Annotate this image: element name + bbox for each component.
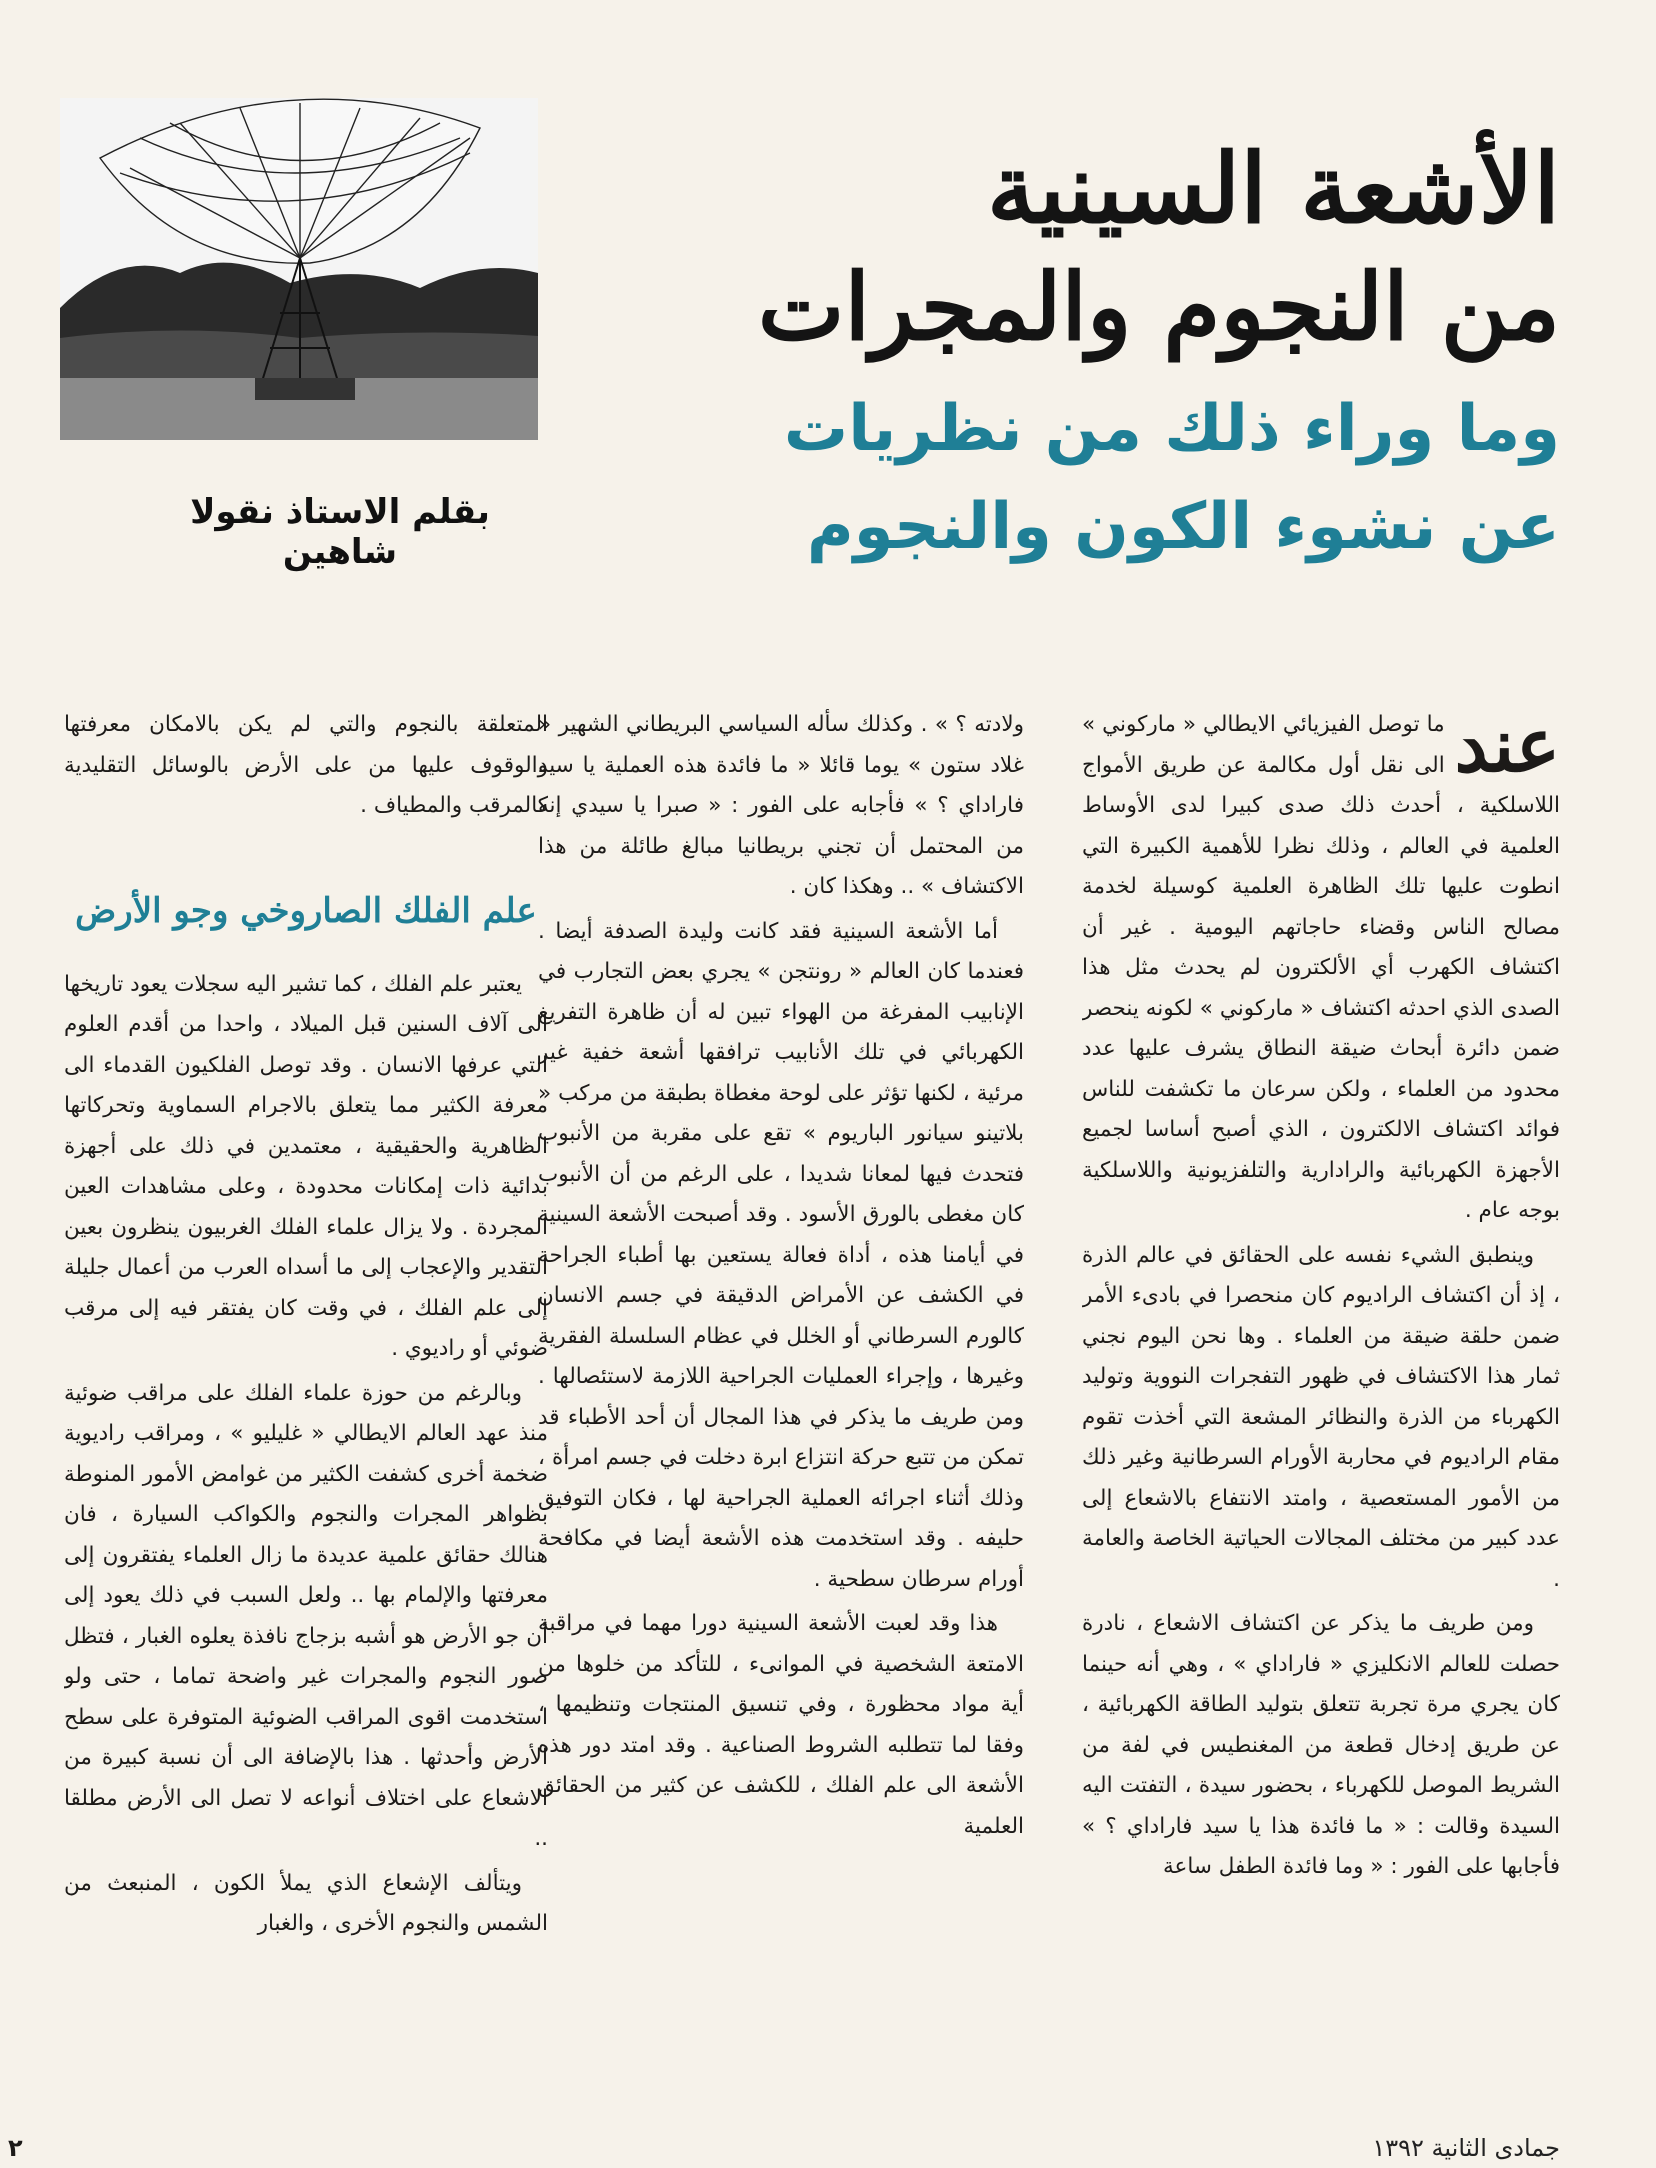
issue-date: جمادى الثانية ١٣٩٢ — [1372, 2134, 1560, 2162]
radio-telescope-photo — [60, 98, 538, 440]
paragraph: يعتبر علم الفلك ، كما تشير اليه سجلات يعود تاريخها الى آلاف السنين قبل الميلاد ، واحدا من أقدم العلوم التي عرفها الانسان . وقد توصل الفلكيون القدماء الى معرفة الكثير مما يتعلق بالاجرام السماوية وتحركاتها الظاهرية والحقيقية ، معتمدين في ذلك على أجهزة بدائية ذات إمكانات محدودة ، وعلى مشاهدات العين المجردة . ولا يزال علماء الفلك الغربيون ينظرون بعين التقدير والإعجاب إلى ما أسداه العرب من أعمال جليلة إلى علم الفلك ، في وقت كان يفتقر فيه إلى مرقب ضوئي أو راديوي . — [64, 971, 548, 1361]
paragraph: وينطبق الشيء نفسه على الحقائق في عالم الذرة ، إذ أن اكتشاف الراديوم كان منحصرا في بادىء الأمر ضمن حلقة ضيقة من العلماء . وها نحن اليوم نجني ثمار هذا الاكتشاف في ظهور التفجرات النووية وتوليد الكهرباء من الذرة والنظائر المشعة التي أخذت تقوم مقام الراديوم في محاربة الأورام السرطانية وغير ذلك من الأمور المستعصية ، وامتد الانتفاع بالاشعاع إلى عدد كبير من مختلف المجالات الحياتية الخاصة والعامة . — [1082, 1242, 1560, 1592]
subtitle-line-1: وما وراء ذلك من نظريات — [783, 392, 1560, 466]
paragraph: أما الأشعة السينية فقد كانت وليدة الصدفة أيضا . فعندما كان العالم « رونتجن » يجري بعض التجارب في الإنابيب المفرغة من الهواء تبين له أن ظاهرة التفريغ الكهربائي في تلك الأنابيب ترافقها أشعة خفية غير مرئية ، لكنها تؤثر على لوحة مغطاة بطبقة من مركب « بلاتينو سيانور الباريوم » تقع على مقربة من الأنبوب فتحدث فيها لمعانا شديدا ، على الرغم من أن الأنبوب كان مغطى بالورق الأسود . وقد أصبحت الأشعة السينية في أيامنا هذه ، أداة فعالة يستعين بها أطباء الجراحة في الكشف عن الأمراض الدقيقة في جسم الانسان كالورم السرطاني أو الخلل في عظام السلسلة الفقرية وغيرها ، وإجراء العمليات الجراحية اللازمة لاستئصالها . ومن طريف ما يذكر في هذا المجال أن أحد الأطباء قد تمكن من تتبع حركة انتزاع ابرة دخلت في جسم امرأة ، وذلك أثناء اجرائه العملية الجراحية لها ، فكان التوفيق حليفه . وقد استخدمت هذه الأشعة أيضا في مكافحة أورام سرطان سطحية . — [538, 918, 1024, 1592]
paragraph: المتعلقة بالنجوم والتي لم يكن بالامكان معرفتها والوقوف عليها من على الأرض بالوسائل التقليدية كالمرقب والمطياف . — [64, 712, 548, 818]
author-byline: بقلم الاستاذ نقولا شاهين — [190, 492, 490, 572]
subtitle-line-2: عن نشوء الكون والنجوم — [806, 490, 1560, 564]
article-subtitle — [560, 380, 1560, 576]
paragraph: وبالرغم من حوزة علماء الفلك على مراقب ضوئية منذ عهد العالم الايطالي « غليليو » ، ومراقب راديوية ضخمة أخرى كشفت الكثير من غوامض الأمور المنوطة بظواهر المجرات والنجوم والكواكب السيارة ، فان هنالك حقائق علمية عديدة ما زال العلماء يفتقرون إلى معرفتها والإلمام بها .. ولعل السبب في ذلك يعود إلى أن جو الأرض هو أشبه بزجاج نافذة يعلوه الغبار ، فتظل صور النجوم والمجرات غير واضحة تماما ، حتى ولو استخدمت اقوى المراقب الضوئية المتوفرة على سطح الأرض وأحدثها . هذا بالإضافة الى أن نسبة كبيرة من الاشعاع على اختلاف أنواعه لا تصل الى الأرض مطلقا .. — [64, 1380, 548, 1851]
column-right — [1082, 705, 1560, 2115]
article-title — [560, 130, 1560, 366]
radio-telescope-icon — [60, 98, 538, 440]
title-line-2: من النجوم والمجرات — [757, 253, 1560, 361]
paragraph: هذا وقد لعبت الأشعة السينية دورا مهما في مراقبة الامتعة الشخصية في الموانىء ، للتأكد من خلوها من أية مواد محظورة ، وفي تنسيق المنتجات وتنظيمها ، وفقا لما تتطلبه الشروط الصناعية . وقد امتد دور هذه الأشعة الى علم الفلك ، للكشف عن كثير من الحقائق العلمية — [538, 1611, 1024, 1839]
paragraph: ويتألف الإشعاع الذي يملأ الكون ، المنبعث من الشمس والنجوم الأخرى ، والغبار — [64, 1870, 548, 1936]
page-number: ٢ — [8, 2134, 23, 2162]
paragraph: ولادته ؟ » . وكذلك سأله السياسي البريطاني الشهير « غلاد ستون » يوما قائلا « ما فائدة هذه العملية يا سيد فاراداي ؟ » فأجابه على الفور : « صبرا يا سيدي إنه من المحتمل أن تجني بريطانيا مبالغ طائلة من هذا الاكتشاف » .. وهكذا كان . — [538, 712, 1024, 899]
column-left — [64, 705, 548, 2115]
section-heading: علم الفلك الصاروخي وجو الأرض — [75, 890, 537, 931]
title-line-1: الأشعة السينية — [987, 132, 1560, 245]
paragraph: ما توصل الفيزيائي الايطالي « ماركوني » الى نقل أول مكالمة عن طريق الأمواج اللاسلكية ، أحدث ذلك صدى كبيرا لدى الأوساط العلمية في العالم ، وذلك نظرا للأهمية الكبيرة التي انطوت عليها تلك الظاهرة العلمية كوسيلة لخدمة مصالح الناس وقضاء حاجاتهم اليومية . غير أن اكتشاف الكهرب أي الألكترون لم يحدث مثل هذا الصدى الذي احدثه اكتشاف « ماركوني » لكونه ينحصر ضمن دائرة أبحاث ضيقة النطاق يشرف عليها عدد محدود من العلماء ، ولكن سرعان ما تكشفت للناس فوائد اكتشاف الالكترون ، الذي أصبح أساسا لجميع الأجهزة الكهربائية والرادارية والتلفزيونية واللاسلكية بوجه عام . — [1082, 712, 1560, 1223]
paragraph: ومن طريف ما يذكر عن اكتشاف الاشعاع ، نادرة حصلت للعالم الانكليزي « فاراداي » ، وهي أنه حينما كان يجري مرة تجربة تتعلق بتوليد الطاقة الكهربائية ، عن طريق إدخال قطعة من المغنطيس في لفة من الشريط الموصل للكهرباء ، بحضور سيدة ، التفتت اليه السيدة وقالت : « ما فائدة هذا يا سيد فاراداي ؟ » فأجابها على الفور : « وما فائدة الطفل ساعة — [1082, 1611, 1560, 1879]
drop-cap: عند — [1454, 705, 1560, 789]
column-middle — [538, 705, 1024, 2115]
